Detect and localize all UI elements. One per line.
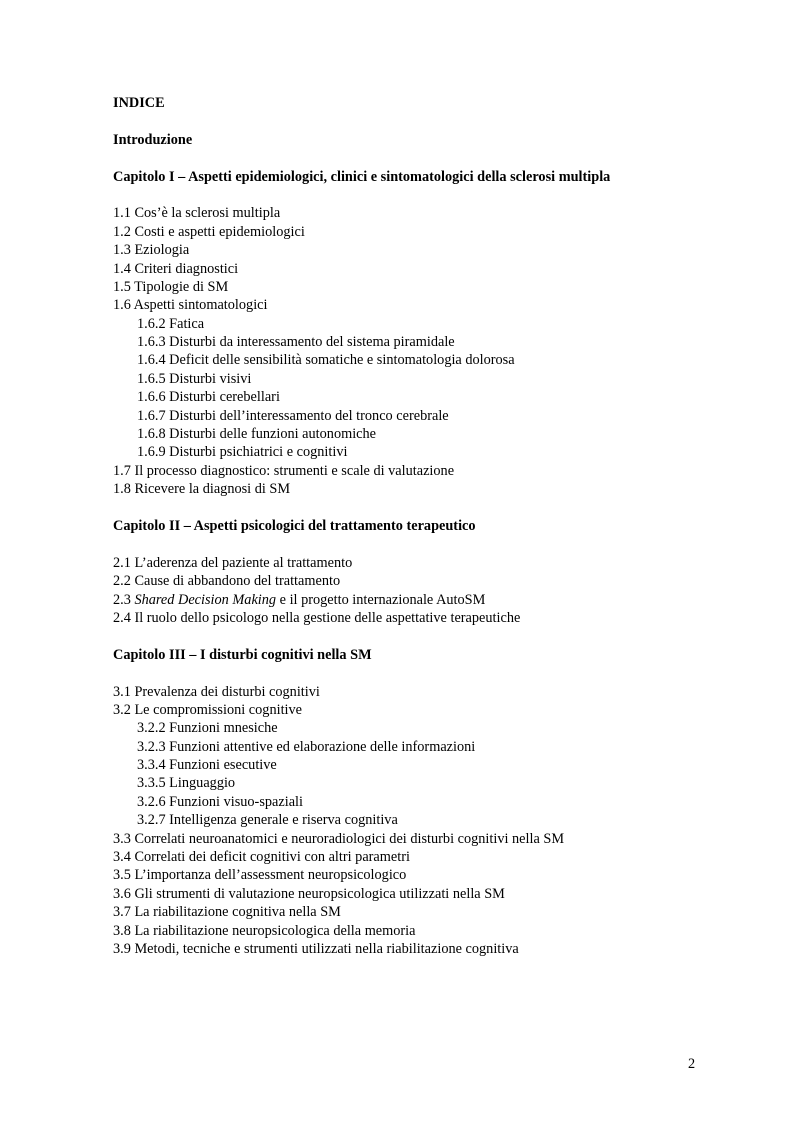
toc-subsection: 3.3.5 Linguaggio (137, 775, 236, 792)
toc-section (113, 591, 713, 609)
toc-section: 2.2 Cause di abbandono del trattamento (113, 573, 341, 590)
toc-subsection: 1.6.5 Disturbi visivi (137, 370, 252, 387)
toc-subsection: 3.2.2 Funzioni mnesiche (137, 720, 278, 737)
toc-subsection: 1.6.3 Disturbi da interessamento del sistema piramidale (137, 334, 455, 351)
toc-subsection: 3.3.4 Funzioni esecutive (137, 757, 277, 774)
toc-subsection: 1.6.2 Fatica (137, 315, 205, 332)
toc-title: INDICE (113, 95, 165, 111)
toc-section: 3.6 Gli strumenti di valutazione neuropsicologica utilizzati nella SM (113, 885, 505, 902)
toc-section: 3.5 L’importanza dell’assessment neuropsicologico (113, 867, 407, 884)
toc-subsection: 1.6.4 Deficit delle sensibilità somatiche e sintomatologia dolorosa (137, 352, 515, 369)
toc-section: 1.5 Tipologie di SM (113, 278, 229, 295)
toc-section: 1.4 Criteri diagnostici (113, 260, 239, 277)
toc-text-prefix: 2.3 (113, 591, 135, 608)
toc-text-italic: Shared Decision Making (134, 591, 277, 608)
toc-section: 3.9 Metodi, tecniche e strumenti utilizzati nella riabilitazione cognitiva (113, 940, 519, 957)
toc-section: 2.1 L’aderenza del paziente al trattamento (113, 554, 353, 571)
chapter-heading: Capitolo II – Aspetti psicologici del trattamento terapeutico (113, 517, 476, 534)
toc-section: 1.6 Aspetti sintomatologici (113, 297, 268, 314)
toc-section: 3.4 Correlati dei deficit cognitivi con altri parametri (113, 849, 410, 866)
page-number: 2 (688, 1056, 696, 1072)
toc-subsection: 1.6.6 Disturbi cerebellari (137, 389, 280, 406)
toc-section: 2.4 Il ruolo dello psicologo nella gestione delle aspettative terapeutiche (113, 609, 521, 626)
toc-subsection: 1.6.8 Disturbi delle funzioni autonomiche (137, 426, 377, 443)
toc-section: 3.8 La riabilitazione neuropsicologica della memoria (113, 922, 416, 939)
chapters-list (113, 168, 713, 959)
toc-section: 3.7 La riabilitazione cognitiva nella SM (113, 904, 341, 921)
toc-section: 1.7 Il processo diagnostico: strumenti e scale di valutazione (113, 462, 455, 479)
toc-section: 3.3 Correlati neuroanatomici e neuroradiologici dei disturbi cognitivi nella SM (113, 830, 565, 847)
toc-section: 3.1 Prevalenza dei disturbi cognitivi (113, 683, 320, 700)
chapter-heading: Capitolo I – Aspetti epidemiologici, clinici e sintomatologici della sclerosi multipla (113, 168, 611, 185)
toc-subsection: 1.6.9 Disturbi psichiatrici e cognitivi (137, 444, 348, 461)
toc-section: 1.1 Cos’è la sclerosi multipla (113, 205, 281, 222)
table-of-contents (113, 94, 713, 958)
intro-entry: Introduzione (113, 131, 193, 148)
toc-text-suffix: e il progetto internazionale AutoSM (276, 591, 486, 608)
toc-section: 1.3 Eziologia (113, 242, 190, 259)
chapter-heading: Capitolo III – I disturbi cognitivi nella SM (113, 646, 372, 663)
toc-section: 3.2 Le compromissioni cognitive (113, 701, 303, 718)
toc-subsection: 3.2.7 Intelligenza generale e riserva cognitiva (137, 812, 398, 829)
toc-subsection: 3.2.3 Funzioni attentive ed elaborazione delle informazioni (137, 738, 476, 755)
toc-subsection: 1.6.7 Disturbi dell’interessamento del tronco cerebrale (137, 407, 449, 424)
toc-section: 1.8 Ricevere la diagnosi di SM (113, 481, 291, 498)
toc-subsection: 3.2.6 Funzioni visuo-spaziali (137, 793, 303, 810)
toc-section: 1.2 Costi e aspetti epidemiologici (113, 223, 305, 240)
